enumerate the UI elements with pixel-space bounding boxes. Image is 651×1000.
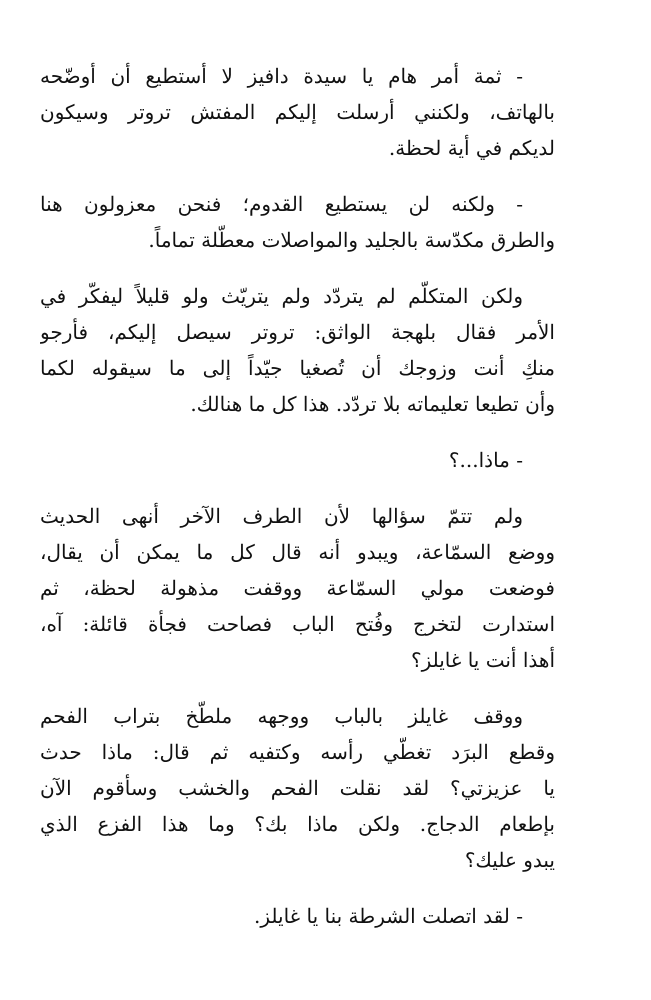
text-line: ولكن المتكلّم لم يتردّد ولم يتريّث ولو قليلاً ليفكّر في: [40, 284, 523, 308]
paragraph-giles-at-door: [40, 698, 555, 878]
paragraph-isolated-reply: [40, 186, 555, 258]
text-line: يا عزيزتي؟ لقد نقلت الفحم والخشب وسأقوم الآن: [40, 776, 555, 800]
text-line: ولم تتمّ سؤالها لأن الطرف الآخر أنهى الحديث: [40, 504, 523, 528]
text-line: استدارت لتخرج وفُتح الباب فصاحت فجأة قائلة: آه،: [40, 612, 555, 636]
paragraph-what-question: [40, 442, 555, 478]
text-line: - ثمة أمر هام يا سيدة دافيز لا أستطيع أن أوضّحه: [40, 64, 523, 88]
text-line: - ولكنه لن يستطيع القدوم؛ فنحن معزولون هنا: [40, 192, 523, 216]
text-line: منكِ أنت وزوجك أن تُصغيا جيّداً إلى ما سيقوله لكما: [40, 356, 555, 380]
text-line: ووضع السمّاعة، ويبدو أنه قال كل ما يمكن أن يقال،: [40, 540, 555, 564]
text-line: فوضعت مولي السمّاعة ووقفت مذهولة لحظة، ثم: [40, 576, 555, 600]
text-line: - ماذا...؟: [448, 448, 523, 472]
text-line: وقطع البرَد تغطّي رأسه وكتفيه ثم قال: ماذا حدث: [40, 740, 555, 764]
text-line: يبدو عليك؟: [464, 848, 555, 872]
text-line: لديكم في أية لحظة.: [388, 136, 555, 160]
text-line: والطرق مكدّسة بالجليد والمواصلات معطّلة تماماً.: [148, 228, 555, 252]
text-line: - لقد اتصلت الشرطة بنا يا غايلز.: [254, 904, 523, 928]
paragraph-inspector-message: [40, 58, 555, 166]
paragraph-speaker-confident: [40, 278, 555, 422]
text-line: الأمر فقال بلهجة الواثق: تروتر سيصل إليكم، فأرجو: [40, 320, 555, 344]
text-line: ووقف غايلز بالباب ووجهه ملطّخ بتراب الفحم: [40, 704, 523, 728]
text-line: أهذا أنت يا غايلز؟: [410, 648, 555, 672]
text-line: بالهاتف، ولكنني أرسلت إليكم المفتش تروتر وسيكون: [40, 100, 555, 124]
paragraph-call-ended: [40, 498, 555, 678]
book-page-body: [40, 58, 555, 954]
paragraph-police-called: [40, 898, 555, 934]
text-line: بإطعام الدجاج. ولكن ماذا بك؟ وما هذا الفزع الذي: [40, 812, 555, 836]
text-line: وأن تطيعا تعليماته بلا تردّد. هذا كل ما هنالك.: [190, 392, 555, 416]
